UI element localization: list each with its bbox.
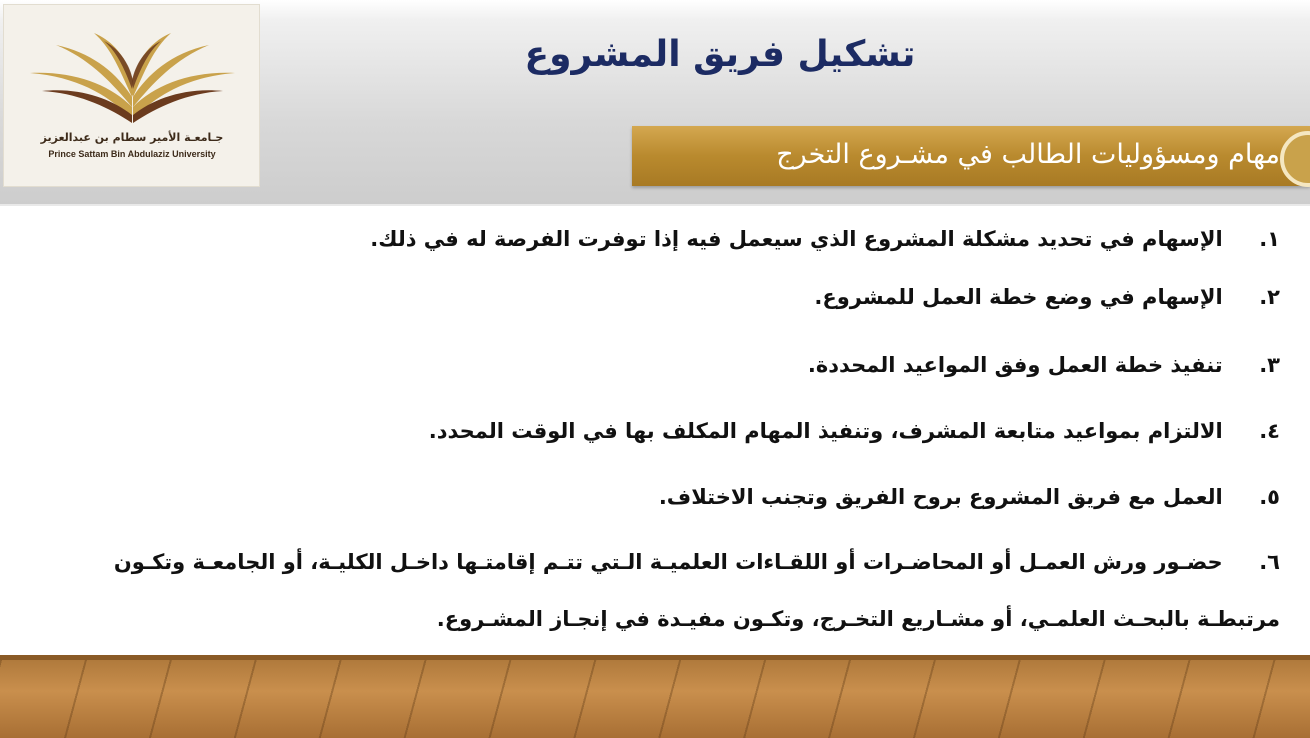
header-divider	[0, 204, 1310, 206]
list-item-number: ٥.	[1259, 485, 1280, 509]
list-item-text: الإسهام في وضع خطة العمل للمشروع.	[814, 285, 1223, 309]
section-banner-text: مهام ومسؤوليات الطالب في مشـروع التخرج	[776, 139, 1280, 170]
list-item-text: الالتزام بمواعيد متابعة المشرف، وتنفيذ المهام المكلف بها في الوقت المحدد.	[428, 419, 1223, 443]
list-item	[40, 268, 1280, 326]
list-item-text: العمل مع فريق المشروع بروح الفريق وتجنب الاختلاف.	[658, 485, 1223, 509]
slide-title: تشكيل فريق المشروع	[524, 34, 916, 75]
list-item	[40, 210, 1280, 268]
list-item-number: ١.	[1259, 227, 1280, 251]
list-item-number: ٦.	[1259, 550, 1280, 574]
banner-ring-icon	[1280, 131, 1310, 187]
list-item-number: ٤.	[1259, 419, 1280, 443]
list-item-number: ٢.	[1259, 285, 1280, 309]
logo-english-name: Prince Sattam Bin Abdulaziz University	[48, 149, 216, 159]
list-item-text: تنفيذ خطة العمل وفق المواعيد المحددة.	[807, 353, 1223, 377]
list-item	[40, 336, 1280, 394]
wood-floor-decoration	[0, 660, 1310, 738]
list-item	[40, 402, 1280, 460]
list-item	[40, 534, 1280, 648]
logo-arabic-name: جـامعـة الأمير سطام بن عبدالعزيز	[40, 131, 224, 144]
list-item-text: الإسهام في تحديد مشكلة المشروع الذي سيعمل فيه إذا توفرت الفرصة له في ذلك.	[370, 227, 1223, 251]
list-item-number: ٣.	[1259, 353, 1280, 377]
logo-book-icon	[20, 27, 245, 127]
university-logo	[3, 4, 260, 187]
list-item	[40, 468, 1280, 526]
section-banner	[632, 126, 1310, 186]
list-item-text: حضـور ورش العمـل أو المحاضـرات أو اللقـاءات العلميـة الـتي تتـم إقامتـها داخـل الكليـة، أو الجامعـة وتكـون مرتبطـة بالبحـث العلمـي، أو مشـاريع التخـرج، وتكـون مفيـدة في إنجـاز المشـروع.	[113, 550, 1280, 631]
